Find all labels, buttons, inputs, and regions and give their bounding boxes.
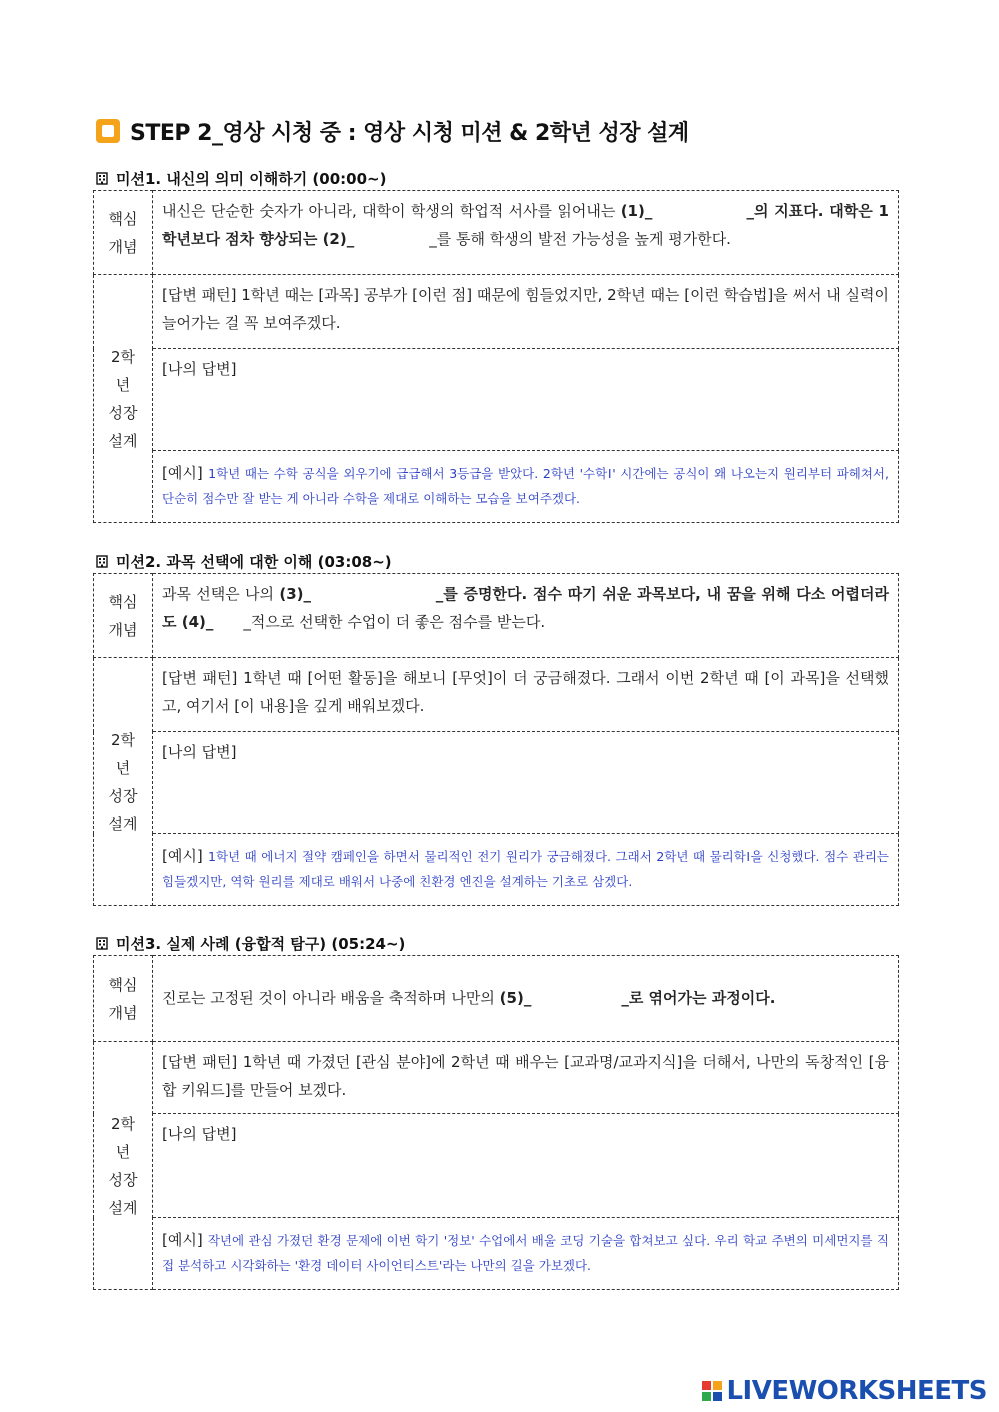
- blank-label: (4)_: [181, 613, 214, 631]
- mission-heading: [96, 551, 392, 572]
- concept-text-part: _적으로 선택한 수업이 더 좋은 점수를 받는다.: [243, 613, 546, 631]
- logo-square-2: [713, 1381, 722, 1390]
- building-icon: [96, 172, 108, 185]
- blank-input[interactable]: [213, 613, 243, 631]
- concept-text-part: 진로는 고정된 것이 아니라 배움을 축적하며 나만의: [162, 989, 500, 1007]
- mission-heading: [96, 933, 405, 954]
- concept-label-line: 개념: [108, 1003, 138, 1022]
- logo-square-1: [702, 1381, 711, 1390]
- mission-heading-text: 미션2. 과목 선택에 대한 이해 (03:08~): [116, 553, 392, 571]
- concept-text: [153, 574, 898, 636]
- example-cell: [153, 1218, 899, 1290]
- my-answer-cell[interactable]: [153, 1114, 899, 1218]
- design-label-line: 년: [115, 375, 131, 394]
- design-label-line: 설계: [108, 814, 138, 833]
- concept-label-line: 개념: [108, 237, 138, 256]
- example-tag: [예시]: [162, 464, 203, 482]
- page-title: [96, 116, 689, 146]
- mission-table: [93, 573, 899, 906]
- blank-input[interactable]: [652, 202, 746, 220]
- concept-label-line: 핵심: [108, 209, 138, 228]
- concept-label-line: 핵심: [108, 592, 138, 611]
- blank-input[interactable]: [311, 585, 436, 603]
- blank-label: (5)_: [499, 989, 532, 1007]
- example-text: 1학년 때 에너지 절약 캠페인을 하면서 물리적인 전기 원리가 궁금해졌다. 그래서 2학년 때 물리학Ⅰ을 신청했다. 점수 관리는 힘들겠지만, 역학 원리를 제대로 배워서 나중에 친환경 엔진을 설계하는 기초로 삼겠다.: [162, 849, 889, 889]
- concept-cell: [153, 191, 899, 275]
- answer-pattern: [답변 패턴] 1학년 때는 [과목] 공부가 [이런 점] 때문에 힘들었지만, 2학년 때는 [이런 학습법]을 써서 내 실력이 늘어가는 걸 꼭 보여주겠다.: [162, 286, 889, 332]
- design-label-line: 년: [115, 1142, 131, 1161]
- mission-table: [93, 955, 899, 1290]
- concept-text: [153, 191, 898, 253]
- square-bullet-icon: [96, 119, 120, 143]
- design-label-line: 설계: [108, 1198, 138, 1217]
- design-label-line: 성장: [108, 403, 138, 422]
- blank-label: (3)_: [279, 585, 311, 603]
- mission-table: [93, 190, 899, 523]
- logo-text: LIVEWORKSHEETS: [726, 1376, 987, 1406]
- concept-text-part: 내신은 단순한 숫자가 아니라, 대학이 학생의 학업적 서사를 읽어내는: [162, 202, 621, 220]
- mission-heading: [96, 168, 386, 189]
- design-label: [94, 658, 153, 906]
- blank-label: (2)_: [322, 230, 355, 248]
- design-label-line: 2학: [110, 347, 136, 366]
- building-icon: [96, 937, 108, 950]
- example-tag: [예시]: [162, 1231, 203, 1249]
- example: [153, 451, 898, 511]
- answer-pattern: [답변 패턴] 1학년 때 가졌던 [관심 분야]에 2학년 때 배우는 [교과명/교과지식]을 더해서, 나만의 독창적인 [융합 키워드]를 만들어 보겠다.: [162, 1053, 889, 1099]
- design-label: [94, 1042, 153, 1290]
- mission-heading-text: 미션1. 내신의 의미 이해하기 (00:00~): [116, 170, 387, 188]
- answer-pattern-cell: [153, 1042, 899, 1114]
- logo-square-4: [713, 1392, 722, 1401]
- design-label-line: 2학: [110, 1114, 136, 1133]
- example: [153, 1218, 898, 1278]
- concept-label: [94, 956, 153, 1042]
- blank-input[interactable]: [531, 989, 621, 1007]
- design-label: [94, 275, 153, 523]
- example: [153, 834, 898, 894]
- example-cell: [153, 834, 899, 906]
- concept-text-part: 과목 선택은 나의: [162, 585, 280, 603]
- answer-pattern-cell: [153, 658, 899, 732]
- my-answer-label: [나의 답변]: [162, 743, 237, 761]
- example-text: 작년에 관심 가졌던 환경 문제에 이번 학기 '정보' 수업에서 배울 코딩 기술을 합쳐보고 싶다. 우리 학교 주변의 미세먼지를 직접 분석하고 시각화하는 '환경 데이터 사이언티스트'라는 나만의 길을 가보겠다.: [162, 1233, 889, 1273]
- building-icon: [96, 555, 108, 568]
- logo-square-3: [702, 1392, 711, 1401]
- concept-text-part: _를 증명한다. 점수 따기 쉬운 과목보다, 내 꿈을 위해 다소 어렵더라도: [162, 585, 889, 631]
- concept-label: [94, 191, 153, 275]
- concept-text-part: _의 지표다. 대학은 1학년보다 점차 향상되는: [162, 202, 889, 248]
- my-answer-cell[interactable]: [153, 349, 899, 451]
- concept-cell: [153, 574, 899, 658]
- design-label-line: 설계: [108, 431, 138, 450]
- concept-text: [153, 956, 898, 1012]
- my-answer-cell[interactable]: [153, 732, 899, 834]
- design-label-line: 성장: [108, 786, 138, 805]
- my-answer-label: [나의 답변]: [162, 1125, 237, 1143]
- concept-text-part: _를 통해 학생의 발전 가능성을 높게 평가한다.: [429, 230, 731, 248]
- logo-mark-icon: [702, 1381, 722, 1401]
- answer-pattern-cell: [153, 275, 899, 349]
- mission-heading-text: 미션3. 실제 사례 (융합적 탐구) (05:24~): [116, 935, 406, 953]
- blank-input[interactable]: [354, 230, 429, 248]
- concept-text-part: _로 엮어가는 과정이다.: [621, 989, 776, 1007]
- example-text: 1학년 때는 수학 공식을 외우기에 급급해서 3등급을 받았다. 2학년 '수학Ⅰ' 시간에는 공식이 왜 나오는지 원리부터 파헤쳐서, 단순히 점수만 잘 받는 게 아니라 수학을 제대로 이해하는 모습을 보여주겠다.: [162, 466, 889, 506]
- design-label-line: 2학: [110, 730, 136, 749]
- concept-label-line: 개념: [108, 620, 138, 639]
- page-title-text: STEP 2_영상 시청 중 : 영상 시청 미션 & 2학년 성장 설계: [130, 120, 689, 146]
- concept-cell: [153, 956, 899, 1042]
- blank-label: (1)_: [620, 202, 653, 220]
- design-label-line: 성장: [108, 1170, 138, 1189]
- my-answer-label: [나의 답변]: [162, 360, 237, 378]
- design-label-line: 년: [115, 758, 131, 777]
- concept-label: [94, 574, 153, 658]
- example-cell: [153, 451, 899, 523]
- example-tag: [예시]: [162, 847, 203, 865]
- answer-pattern: [답변 패턴] 1학년 때 [어떤 활동]을 해보니 [무엇]이 더 궁금해졌다. 그래서 이번 2학년 때 [이 과목]을 선택했고, 여기서 [이 내용]을 깊게 배워보겠다.: [162, 669, 889, 715]
- liveworksheets-logo: [702, 1376, 987, 1406]
- concept-label-line: 핵심: [108, 975, 138, 994]
